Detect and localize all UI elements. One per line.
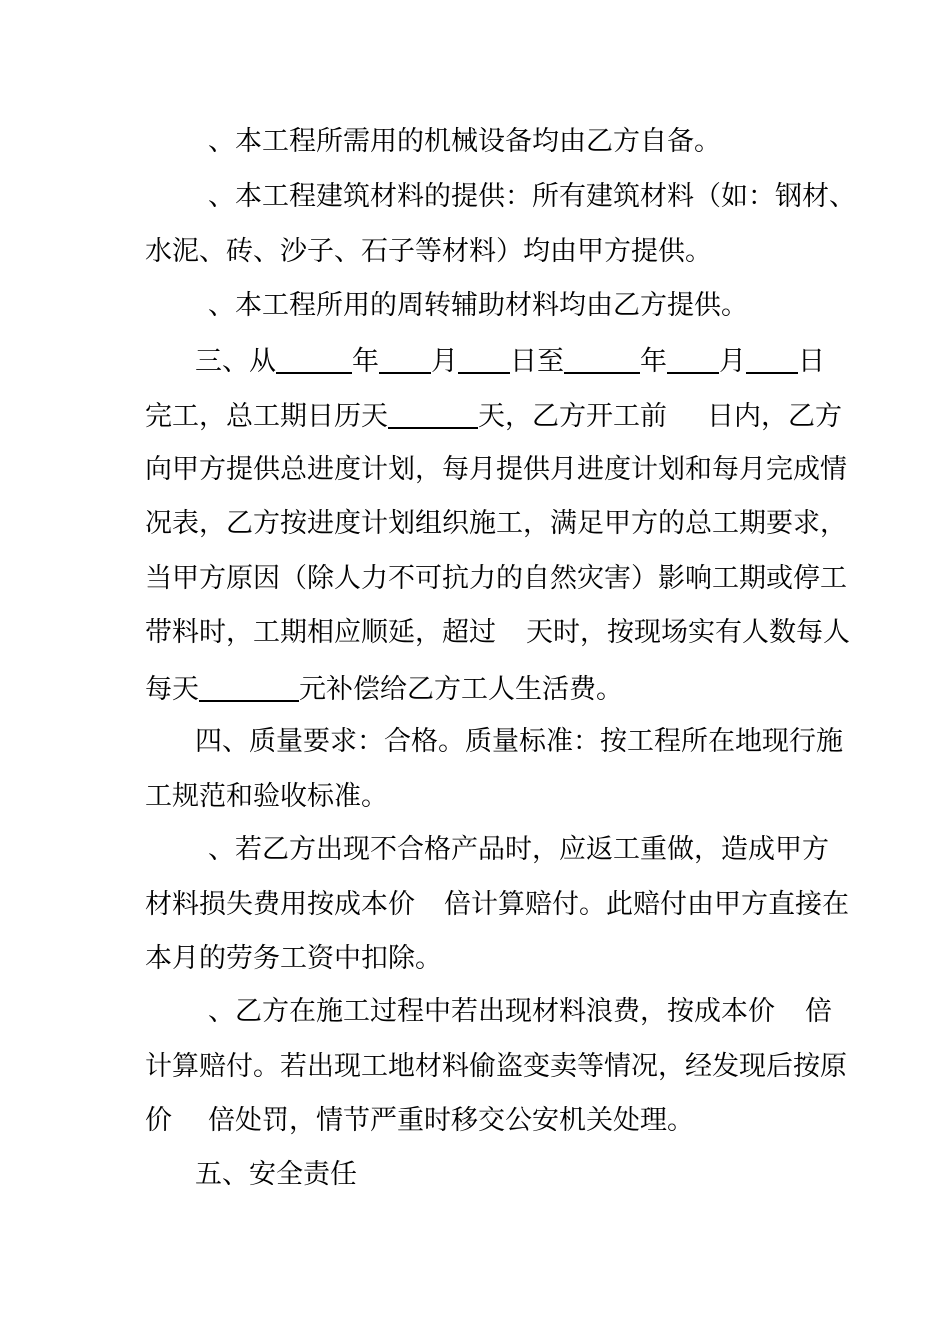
start-day-blank[interactable] (458, 342, 510, 374)
defect-line2 (145, 887, 849, 923)
paragraph-machinery (208, 124, 721, 160)
text: 三、从 (195, 346, 276, 377)
text: 完工，总工期日历天 (145, 401, 388, 432)
quality-line2 (145, 779, 388, 815)
text: 带料时，工期相应顺延，超过 (145, 617, 496, 648)
text: 天，乙方开工前 (478, 401, 667, 432)
text: 、本工程所需用的机械设备均由乙方自备。 (208, 126, 721, 157)
text: 日至 (510, 346, 564, 377)
text: 当甲方原因（除人力不可抗力的自然灾害）影响工期或停工 (145, 563, 847, 594)
schedule-line5 (145, 561, 847, 597)
paragraph-materials-line1 (208, 179, 856, 215)
text: 四、质量要求：合格。质量标准：按工程所在地现行施 (195, 726, 843, 757)
text: 日内，乙方 (707, 401, 842, 432)
text: 倍计算赔付。此赔付由甲方直接在 (444, 889, 849, 920)
text: 水泥、砖、沙子、石子等材料）均由甲方提供。 (145, 236, 712, 267)
defect-line1 (208, 832, 829, 868)
text: 价 (145, 1105, 172, 1136)
text: 每天 (145, 674, 199, 705)
total-days-blank[interactable] (388, 397, 478, 429)
text: 五、安全责任 (195, 1159, 357, 1190)
text: 向甲方提供总进度计划，每月提供月进度计划和每月完成情 (145, 454, 847, 485)
text: 、本工程建筑材料的提供：所有建筑材料（如：钢材、 (208, 181, 856, 212)
text: 年 (640, 346, 667, 377)
schedule-line7 (145, 670, 623, 708)
safety-heading (195, 1157, 357, 1193)
start-year-blank[interactable] (276, 342, 352, 374)
text: 、乙方在施工过程中若出现材料浪费，按成本价 (208, 996, 775, 1027)
schedule-line6 (145, 615, 850, 651)
end-year-blank[interactable] (564, 342, 640, 374)
waste-line3 (145, 1103, 694, 1139)
text: 天时，按现场实有人数每人 (526, 617, 850, 648)
text: 况表，乙方按进度计划组织施工，满足甲方的总工期要求， (145, 508, 847, 539)
text: 倍 (805, 996, 832, 1027)
daily-compensation-blank[interactable] (199, 670, 299, 702)
text: 、若乙方出现不合格产品时，应返工重做，造成甲方 (208, 834, 829, 865)
schedule-line1 (195, 342, 825, 380)
text: 计算赔付。若出现工地材料偷盗变卖等情况，经发现后按原 (145, 1051, 847, 1082)
schedule-line2 (145, 397, 842, 435)
text: 月 (431, 346, 458, 377)
schedule-line4 (145, 506, 847, 542)
text: 年 (352, 346, 379, 377)
end-day-blank[interactable] (746, 342, 798, 374)
text: 材料损失费用按成本价 (145, 889, 415, 920)
text: 本月的劳务工资中扣除。 (145, 943, 442, 974)
paragraph-auxiliary (208, 288, 748, 324)
defect-line3 (145, 941, 442, 977)
quality-line1 (195, 724, 843, 760)
text: 工规范和验收标准。 (145, 781, 388, 812)
text: 元补偿给乙方工人生活费。 (299, 674, 623, 705)
paragraph-materials-line2 (145, 234, 712, 270)
waste-line1 (208, 994, 832, 1030)
waste-line2 (145, 1049, 847, 1085)
text: 月 (719, 346, 746, 377)
start-month-blank[interactable] (379, 342, 431, 374)
text: 、本工程所用的周转辅助材料均由乙方提供。 (208, 290, 748, 321)
end-month-blank[interactable] (667, 342, 719, 374)
text: 日 (798, 346, 825, 377)
text: 倍处罚，情节严重时移交公安机关处理。 (208, 1105, 694, 1136)
schedule-line3 (145, 452, 847, 488)
